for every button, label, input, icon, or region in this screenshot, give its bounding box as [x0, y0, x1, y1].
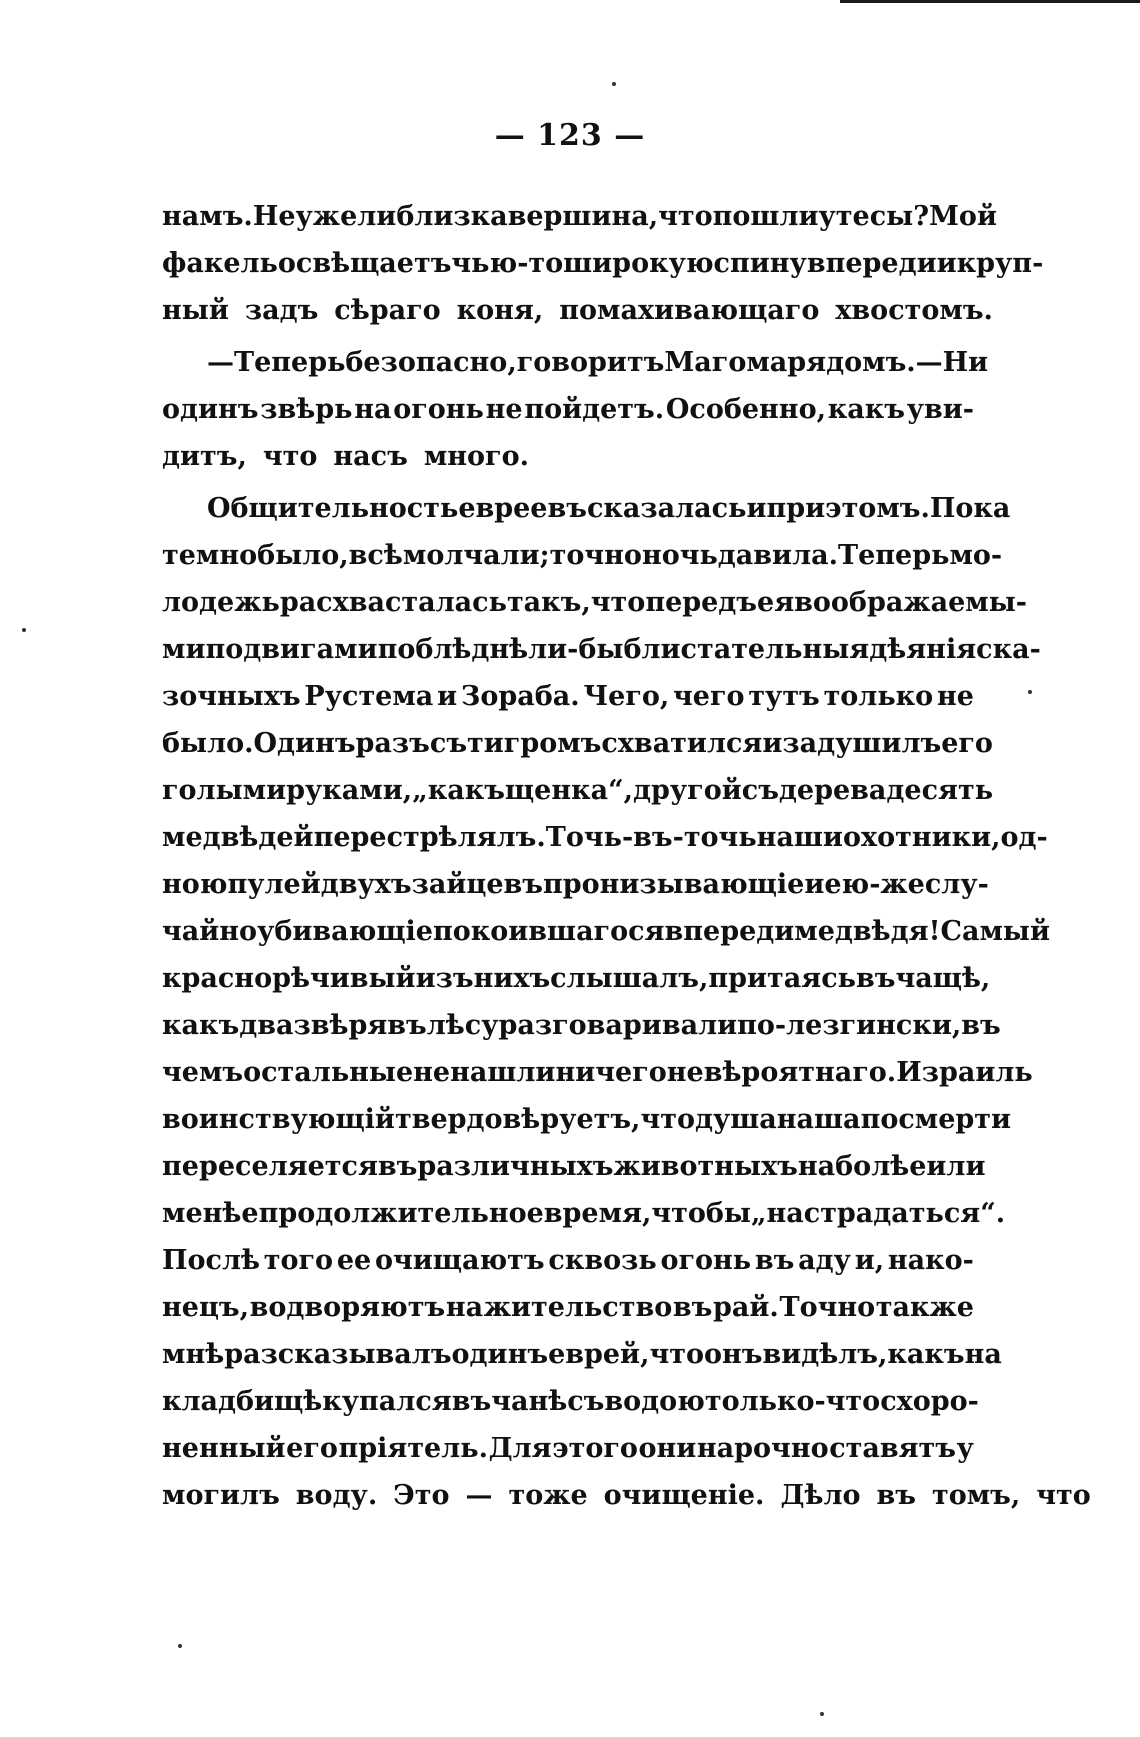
word: нихъ [473, 963, 551, 994]
word: нашли [450, 1057, 556, 1088]
word: — [465, 1480, 493, 1511]
text-line [162, 1284, 974, 1331]
word: и [762, 728, 783, 759]
word: впереди [664, 916, 795, 947]
word: сѣраго [334, 295, 441, 326]
word: Особенно, [665, 394, 826, 425]
word: ми [162, 634, 206, 665]
word: нако- [887, 1245, 974, 1276]
word: водою [604, 1386, 705, 1417]
word: Чего, [583, 681, 670, 712]
word: расхвасталась [279, 587, 507, 618]
word: Точь-въ-точь [545, 822, 757, 853]
word: изъ [415, 963, 474, 994]
word: Точно [779, 1292, 876, 1323]
word: что [649, 1339, 704, 1370]
word: пулей [227, 869, 321, 900]
scan-speck [820, 1712, 824, 1716]
text-line [162, 814, 1048, 861]
text-line [162, 1331, 1002, 1378]
word: только [823, 681, 934, 712]
word: дерева [778, 775, 887, 806]
word: рай. [713, 1292, 779, 1323]
word: въ [377, 1151, 418, 1182]
word: тигромъ [467, 728, 602, 759]
word: болѣе [835, 1151, 927, 1182]
word: съ [429, 728, 468, 759]
word: душа [694, 1104, 777, 1135]
word: и [936, 248, 957, 279]
word: широкую [563, 248, 714, 279]
word: на [354, 394, 392, 425]
word: пойдетъ. [524, 394, 665, 425]
text-line [162, 579, 1027, 626]
text-line [162, 861, 989, 908]
word: воинствующій [162, 1104, 395, 1135]
word: невѣроятнаго. [666, 1057, 897, 1088]
word: въ [387, 1010, 427, 1041]
word: время, [543, 1198, 652, 1229]
word: на [797, 1151, 836, 1182]
word: коня, [456, 295, 544, 326]
word: чанѣ [491, 1386, 568, 1417]
word: въ [451, 1386, 492, 1417]
word: могилъ [162, 1480, 280, 1511]
word: Пока [929, 493, 1011, 524]
word: мо- [949, 540, 1003, 571]
word: тутъ [748, 681, 820, 712]
word: хвостомъ. [835, 295, 993, 326]
word: при [766, 493, 826, 524]
word: ный [162, 295, 229, 326]
word: того [263, 1245, 334, 1276]
word: въ [876, 1480, 916, 1511]
word: спину [713, 248, 807, 279]
word: менѣе [162, 1198, 259, 1229]
text-line [162, 532, 1003, 579]
word: чайно [162, 916, 258, 947]
word: намъ. [162, 201, 253, 232]
word: не [936, 681, 974, 712]
word: и [437, 681, 458, 712]
word: евреевъ [458, 493, 587, 524]
word: съ [567, 1386, 605, 1417]
word: уви- [906, 394, 974, 425]
word: что [1036, 1480, 1091, 1511]
word: очищеніе. [603, 1480, 765, 1511]
word: пошли [712, 201, 819, 232]
scan-speck [22, 628, 26, 632]
text-line [162, 720, 993, 767]
word: жительство [483, 1292, 673, 1323]
word: пріятель. [338, 1433, 488, 1464]
word: подвигами [205, 634, 378, 665]
word: Дѣло [780, 1480, 861, 1511]
word: этого [552, 1433, 638, 1464]
word: видѣлъ, [762, 1339, 888, 1370]
word: зайцевъ [411, 869, 543, 900]
text-line [162, 673, 974, 720]
word: Израиль [896, 1057, 1033, 1088]
word: краснорѣчивый [162, 963, 416, 994]
word: наши [756, 822, 843, 853]
word: медвѣдя! [794, 916, 941, 947]
word: переселяется [162, 1151, 378, 1182]
word: звѣрь [260, 394, 353, 425]
word: въ [855, 963, 896, 994]
word: остальные [243, 1057, 414, 1088]
word: сказалась [586, 493, 747, 524]
word: чтобы [651, 1198, 751, 1229]
text-line [162, 433, 974, 480]
word: зочныхъ [162, 681, 301, 712]
scan-speck [1028, 690, 1032, 694]
word: чемъ [162, 1057, 244, 1088]
word: задъ [244, 295, 319, 326]
word: вершина, [507, 201, 659, 232]
word: на [964, 1339, 1002, 1370]
word: и [804, 869, 825, 900]
word: молчали; [402, 540, 550, 571]
word: ея [757, 587, 795, 618]
word: точно [549, 540, 642, 571]
word: Рустема [304, 681, 434, 712]
word: ее [336, 1245, 372, 1276]
word: „какъ [412, 775, 505, 806]
word: рядомъ.—Ни [787, 347, 989, 378]
scan-edge-rule [840, 0, 1140, 3]
word: нецъ, [162, 1292, 249, 1323]
word: Самый [940, 916, 1050, 947]
word: только-что [704, 1386, 881, 1417]
word: сквозь [548, 1245, 657, 1276]
text-line [162, 386, 974, 433]
word: воображаемы- [794, 587, 1027, 618]
word: другой [633, 775, 742, 806]
text-line [162, 1472, 1091, 1519]
word: убивающіе [257, 916, 433, 947]
word: не [413, 1057, 451, 1088]
word: слу- [924, 869, 989, 900]
word: его [286, 1433, 338, 1464]
word: разсказывалъ [224, 1339, 452, 1370]
word: съ [741, 775, 779, 806]
word: близка [396, 201, 508, 232]
word: щенка“, [504, 775, 634, 806]
word: Магома [664, 347, 788, 378]
word: освѣщаетъ [277, 248, 452, 279]
word: дитъ, [162, 441, 247, 472]
text-line [162, 1049, 1033, 1096]
word: передъ [645, 587, 758, 618]
word: темно [162, 540, 258, 571]
word: слышалъ, [550, 963, 709, 994]
text-line [162, 626, 1041, 673]
word: аду [798, 1245, 851, 1276]
page-number: — 123 — [494, 118, 646, 153]
word: Послѣ [162, 1245, 260, 1276]
word: поблѣднѣли-бы [377, 634, 624, 665]
word: по-лезгински, [737, 1010, 962, 1041]
word: чего [673, 681, 745, 712]
word: ска- [976, 634, 1041, 665]
word: пронизывающіе [542, 869, 805, 900]
word: впереди [806, 248, 937, 279]
word: какъ [162, 1010, 240, 1041]
word: что [658, 201, 713, 232]
word: факель [162, 248, 278, 279]
word: покоившагося [432, 916, 665, 947]
text-line [162, 1237, 974, 1284]
word: этомъ. [825, 493, 930, 524]
word: его [941, 728, 993, 759]
text-line [162, 1143, 986, 1190]
word: огонь [393, 394, 484, 425]
word: что [262, 441, 318, 472]
word: всѣ [348, 540, 403, 571]
word: было. [162, 728, 254, 759]
word: разговаривали [498, 1010, 738, 1041]
word: схоро- [880, 1386, 979, 1417]
text-line [162, 908, 1050, 955]
word: одинъ [162, 394, 259, 425]
word: еврей, [548, 1339, 650, 1370]
word: Одинъ [253, 728, 356, 759]
word: Теперь [234, 347, 346, 378]
text-line [162, 240, 1044, 287]
word: какъ [887, 1339, 965, 1370]
word: или [926, 1151, 986, 1182]
word: нарочно [696, 1433, 829, 1464]
word: кладбищѣ [162, 1386, 323, 1417]
word: ничего [555, 1057, 667, 1088]
word: вѣруетъ, [502, 1104, 641, 1135]
word: медвѣдей [162, 822, 314, 853]
word: водворяютъ [249, 1292, 446, 1323]
word: дѣянія [869, 634, 977, 665]
word: огонь [660, 1245, 752, 1276]
word: схватился [601, 728, 763, 759]
text-line [162, 485, 1011, 532]
word: звѣря [293, 1010, 388, 1041]
word: круп- [956, 248, 1044, 279]
word: давила. [717, 540, 839, 571]
word: Это [393, 1480, 450, 1511]
word: десять [886, 775, 994, 806]
scan-speck [178, 1644, 182, 1648]
text-line [162, 193, 997, 240]
word: охотники, [842, 822, 1001, 853]
word: голыми [162, 775, 287, 806]
word: очищаютъ [374, 1245, 545, 1276]
text-line [162, 1190, 1006, 1237]
word: воду. [295, 1480, 378, 1511]
word: задушилъ [782, 728, 942, 759]
word: наша [776, 1104, 861, 1135]
word: Для [488, 1433, 552, 1464]
word: ею-же [824, 869, 925, 900]
word: ненный [162, 1433, 286, 1464]
word: мнѣ [162, 1339, 225, 1370]
word: на [445, 1292, 484, 1323]
word: утесы? [818, 201, 930, 232]
text-line [162, 287, 993, 334]
word: томъ, [931, 1480, 1021, 1511]
word: животныхъ [613, 1151, 798, 1182]
word: Теперь [838, 540, 950, 571]
word: въ [754, 1245, 795, 1276]
text-line [162, 1378, 979, 1425]
word: лодежь [162, 587, 280, 618]
word: твердо [394, 1104, 503, 1135]
text-line [162, 1096, 1012, 1143]
word: лѣсу [426, 1010, 499, 1041]
word: одинъ [451, 1339, 549, 1370]
word: что [640, 1104, 695, 1135]
word: Неужели [252, 201, 397, 232]
word: разъ [355, 728, 430, 759]
word: говоритъ [516, 347, 665, 378]
word: блистательныя [623, 634, 870, 665]
word: такъ, [506, 587, 591, 618]
word: смерти [898, 1104, 1012, 1135]
word: у [956, 1433, 974, 1464]
word: Общительность [207, 493, 459, 524]
word: безопасно, [345, 347, 517, 378]
word: чью-то [451, 248, 564, 279]
word: ставятъ [829, 1433, 957, 1464]
word: купался [322, 1386, 452, 1417]
text-line [162, 767, 994, 814]
word: помахивающаго [559, 295, 820, 326]
word: по [860, 1104, 899, 1135]
word: не [485, 394, 523, 425]
word: насъ [333, 441, 408, 472]
word: двухъ [320, 869, 412, 900]
word: какъ [827, 394, 905, 425]
word: что [590, 587, 646, 618]
text-line [162, 339, 989, 386]
word: два [239, 1010, 294, 1041]
word: тоже [508, 1480, 588, 1511]
body-text [162, 193, 1091, 1519]
word: въ [672, 1292, 713, 1323]
word: перестрѣлялъ. [313, 822, 546, 853]
word: много. [423, 441, 529, 472]
word: „настрадаться“. [750, 1198, 1006, 1229]
word: притаясь [708, 963, 856, 994]
word: ночь [641, 540, 718, 571]
word: чащѣ, [895, 963, 991, 994]
word: од- [1000, 822, 1048, 853]
word: было, [257, 540, 349, 571]
word: также [875, 1292, 974, 1323]
word: они [638, 1433, 697, 1464]
word: онъ [704, 1339, 763, 1370]
word: руками, [286, 775, 413, 806]
word: различныхъ [417, 1151, 614, 1182]
word: въ [961, 1010, 1001, 1041]
text-line [162, 1425, 974, 1472]
text-line [162, 1002, 1001, 1049]
word: и, [854, 1245, 885, 1276]
word: — [207, 347, 234, 378]
word: продолжительное [258, 1198, 544, 1229]
text-line [162, 955, 991, 1002]
scan-speck [612, 82, 616, 86]
word: ною [162, 869, 228, 900]
word: Зораба. [460, 681, 580, 712]
word: и [746, 493, 767, 524]
word: Мой [929, 201, 997, 232]
